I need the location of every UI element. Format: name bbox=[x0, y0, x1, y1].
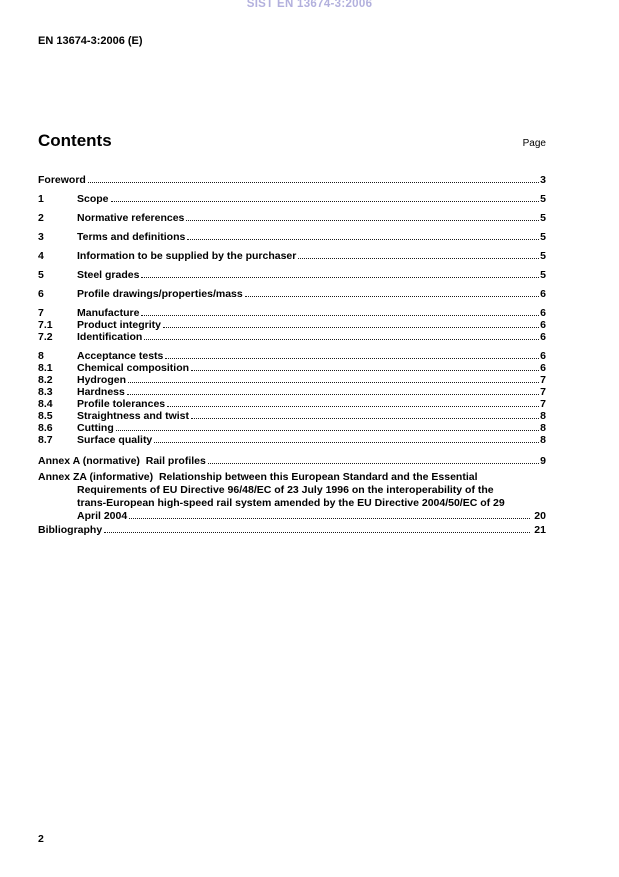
toc-entry bbox=[38, 434, 546, 446]
toc-page-number: 8 bbox=[540, 422, 546, 434]
toc-dot-leader bbox=[129, 518, 530, 519]
toc bbox=[38, 174, 546, 536]
toc-dot-leader bbox=[167, 406, 539, 407]
toc-entry bbox=[38, 471, 546, 523]
toc-entry-title: Profile tolerances bbox=[77, 398, 166, 410]
toc-entry-title: Hardness bbox=[77, 386, 125, 398]
toc-entry-title: Hydrogen bbox=[77, 374, 127, 386]
toc-entry-number: 8.6 bbox=[38, 422, 53, 434]
toc-entry-number: 5 bbox=[38, 269, 44, 281]
toc-entry-title: Foreword bbox=[38, 174, 86, 186]
toc-page-number: 5 bbox=[540, 212, 546, 224]
toc-entry-number: 8 bbox=[38, 350, 44, 362]
toc-page-number: 5 bbox=[540, 231, 546, 243]
toc-entry-number: 7.1 bbox=[38, 319, 53, 331]
toc-dot-leader bbox=[141, 315, 539, 316]
toc-entry bbox=[38, 269, 546, 281]
toc-entry-title-line: Annex ZA (informative) Relationship between this European Standard and the Essential bbox=[38, 471, 478, 483]
toc-page-number: 7 bbox=[540, 386, 546, 398]
toc-page-number: 7 bbox=[540, 374, 546, 386]
toc-entry bbox=[38, 455, 546, 467]
toc-entry-title: Manufacture bbox=[77, 307, 140, 319]
toc-entry bbox=[38, 331, 546, 343]
toc-dot-leader bbox=[165, 358, 539, 359]
toc-dot-leader bbox=[191, 370, 539, 371]
toc-entry bbox=[38, 386, 546, 398]
toc-entry bbox=[38, 398, 546, 410]
toc-dot-leader bbox=[154, 442, 539, 443]
toc-page-number: 5 bbox=[540, 250, 546, 262]
toc-entry-number: 8.1 bbox=[38, 362, 53, 374]
page-column-label: Page bbox=[522, 138, 546, 149]
toc-entry-last-line bbox=[77, 510, 546, 523]
toc-entry-number: 8.2 bbox=[38, 374, 53, 386]
toc-entry bbox=[38, 231, 546, 243]
toc-entry bbox=[38, 350, 546, 362]
toc-page-number: 6 bbox=[540, 319, 546, 331]
toc-entry-number: 4 bbox=[38, 250, 44, 262]
toc-dot-leader bbox=[127, 394, 539, 395]
toc-entry-title: Normative references bbox=[77, 212, 185, 224]
toc-entry bbox=[38, 410, 546, 422]
toc-page-number: 6 bbox=[540, 350, 546, 362]
toc-entry-title: Scope bbox=[77, 193, 109, 205]
toc-entry-number: 8.3 bbox=[38, 386, 53, 398]
toc-entry bbox=[38, 250, 546, 262]
toc-entry bbox=[38, 319, 546, 331]
toc-page-number: 6 bbox=[540, 288, 546, 300]
toc-entry-title: Identification bbox=[77, 331, 143, 343]
toc-entry-title: Steel grades bbox=[77, 269, 140, 281]
footer-page-number: 2 bbox=[38, 833, 44, 845]
toc-dot-leader bbox=[128, 382, 539, 383]
toc-entry bbox=[38, 212, 546, 224]
toc-entry-number: 7.2 bbox=[38, 331, 53, 343]
toc-entry-title: April 2004 bbox=[77, 510, 128, 522]
toc-entry bbox=[38, 288, 546, 300]
toc-page-number: 8 bbox=[540, 434, 546, 446]
toc-page-number: 21 bbox=[531, 524, 546, 536]
toc-entry-number: 3 bbox=[38, 231, 44, 243]
toc-page-number: 8 bbox=[540, 410, 546, 422]
toc-entry-number: 8.5 bbox=[38, 410, 53, 422]
toc-entry bbox=[38, 374, 546, 386]
toc-dot-leader bbox=[116, 430, 539, 431]
toc-dot-leader bbox=[141, 277, 539, 278]
document-reference: EN 13674-3:2006 (E) bbox=[38, 35, 143, 47]
toc-page-number: 5 bbox=[540, 193, 546, 205]
toc-dot-leader bbox=[111, 201, 540, 202]
toc-dot-leader bbox=[187, 239, 539, 240]
toc-page-number: 6 bbox=[540, 362, 546, 374]
toc-entry-title-line: trans-European high-speed rail system amended by the EU Directive 2004/50/EC of 29 bbox=[77, 497, 505, 509]
toc-entry-number: 2 bbox=[38, 212, 44, 224]
toc-page-number: 20 bbox=[531, 510, 546, 522]
toc-entry bbox=[38, 307, 546, 319]
toc-dot-leader bbox=[298, 258, 539, 259]
toc-dot-leader bbox=[186, 220, 539, 221]
toc-page-number: 3 bbox=[540, 174, 546, 186]
toc-page-number: 6 bbox=[540, 307, 546, 319]
toc-dot-leader bbox=[208, 463, 539, 464]
toc-dot-leader bbox=[144, 339, 539, 340]
toc-entry bbox=[38, 524, 546, 536]
toc-entry-title: Terms and definitions bbox=[77, 231, 186, 243]
contents-heading: Contents bbox=[38, 131, 112, 150]
toc-page-number: 7 bbox=[540, 398, 546, 410]
toc-entry bbox=[38, 362, 546, 374]
toc-entry-title-line: Requirements of EU Directive 96/48/EC of 23 July 1996 on the interoperability of the bbox=[77, 484, 494, 496]
toc-entry-title: Straightness and twist bbox=[77, 410, 190, 422]
toc-page-number: 9 bbox=[540, 455, 546, 467]
toc-entry-title: Cutting bbox=[77, 422, 114, 434]
toc-dot-leader bbox=[104, 532, 530, 533]
toc-entry-title: Annex A (normative) Rail profiles bbox=[38, 455, 206, 467]
toc-entry bbox=[38, 422, 546, 434]
toc-entry-number: 7 bbox=[38, 307, 44, 319]
toc-entry-title: Profile drawings/properties/mass bbox=[77, 288, 243, 300]
toc-entry-number: 1 bbox=[38, 193, 44, 205]
toc-dot-leader bbox=[245, 296, 539, 297]
toc-page-number: 5 bbox=[540, 269, 546, 281]
toc-entry-number: 6 bbox=[38, 288, 44, 300]
toc-page-number: 6 bbox=[540, 331, 546, 343]
toc-entry-title: Acceptance tests bbox=[77, 350, 164, 362]
toc-entry-number: 8.7 bbox=[38, 434, 53, 446]
toc-entry-title: Surface quality bbox=[77, 434, 153, 446]
watermark: SIST EN 13674-3:2006 bbox=[246, 0, 373, 10]
toc-entry bbox=[38, 174, 546, 186]
toc-entry bbox=[38, 193, 546, 205]
toc-entry-title: Bibliography bbox=[38, 524, 103, 536]
toc-dot-leader bbox=[88, 182, 539, 183]
toc-dot-leader bbox=[163, 327, 539, 328]
toc-entry-title: Product integrity bbox=[77, 319, 162, 331]
toc-entry-title: Chemical composition bbox=[77, 362, 190, 374]
toc-entry-number: 8.4 bbox=[38, 398, 53, 410]
toc-dot-leader bbox=[191, 418, 539, 419]
toc-entry-title: Information to be supplied by the purchaser bbox=[77, 250, 297, 262]
